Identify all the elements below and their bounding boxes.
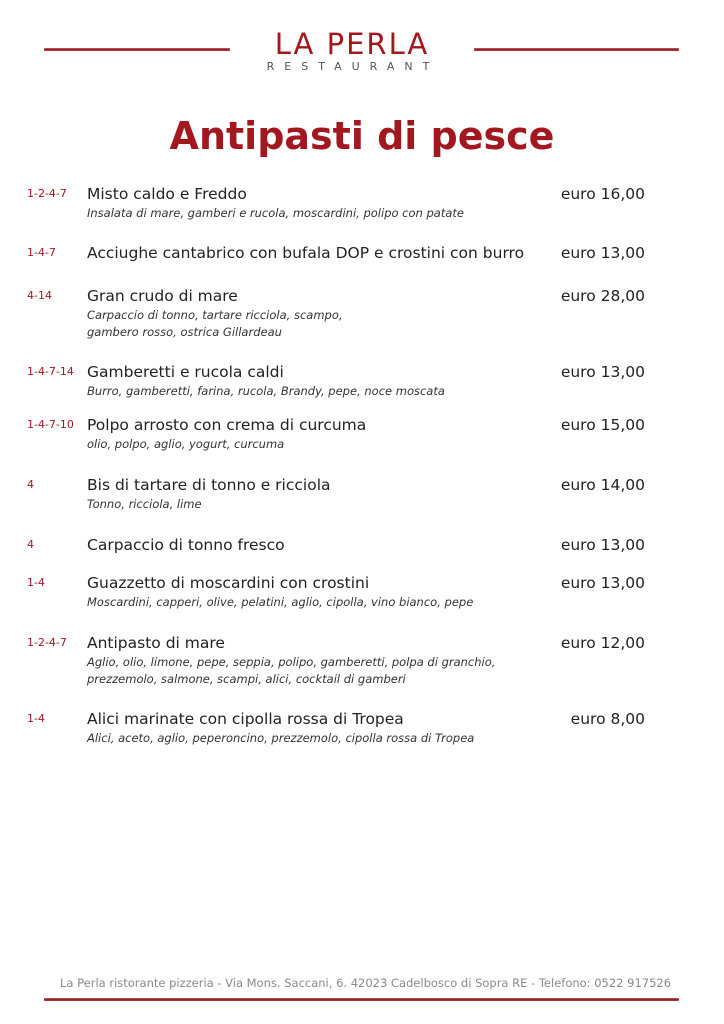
dish-name: Carpaccio di tonno fresco	[87, 536, 285, 554]
dish-description	[87, 496, 202, 513]
dish-description	[87, 436, 284, 453]
dish-description-line: olio, polpo, aglio, yogurt, curcuma	[87, 437, 285, 451]
dish-description	[87, 383, 445, 400]
dish-description	[87, 205, 464, 222]
dish-description-line: prezzemolo, salmone, scampi, alici, cocktail di gamberi	[87, 672, 406, 686]
dish-price: euro 16,00	[560, 185, 645, 203]
dish-price: euro 28,00	[560, 287, 645, 305]
allergen-codes: 1-4	[27, 576, 45, 589]
dish-name: Guazzetto di moscardini con crostini	[87, 574, 370, 592]
dish-name: Gran crudo di mare	[87, 287, 238, 305]
allergen-codes: 4	[27, 478, 34, 491]
allergen-codes: 4-14	[27, 289, 52, 302]
dish-description-line: Insalata di mare, gamberi e rucola, moscardini, polipo con patate	[87, 206, 464, 220]
dish-name: Acciughe cantabrico con bufala DOP e crostini con burro	[87, 244, 525, 262]
dish-description	[87, 307, 343, 341]
footer-rule	[44, 998, 679, 1001]
dish-description-line: Carpaccio di tonno, tartare ricciola, scampo,	[87, 308, 343, 322]
dish-price: euro 13,00	[560, 363, 645, 381]
allergen-codes: 4	[27, 538, 34, 551]
dish-description	[87, 730, 474, 747]
dish-description-line: gambero rosso, ostrica Gillardeau	[87, 325, 282, 339]
dish-description-line: Moscardini, capperi, olive, pelatini, aglio, cipolla, vino bianco, pepe	[87, 595, 474, 609]
dish-price: euro 14,00	[560, 476, 645, 494]
menu-section-title: Antipasti di pesce	[169, 114, 555, 158]
dish-name: Misto caldo e Freddo	[87, 185, 247, 203]
allergen-codes: 1-4-7	[27, 246, 56, 259]
dish-price: euro 13,00	[560, 244, 645, 262]
dish-price: euro 13,00	[560, 574, 645, 592]
dish-description-line: Burro, gamberetti, farina, rucola, Brandy, pepe, noce moscata	[87, 384, 445, 398]
allergen-codes: 1-4-7-10	[27, 418, 74, 431]
dish-price: euro 15,00	[560, 416, 645, 434]
header-rule-right	[474, 48, 679, 51]
allergen-codes: 1-2-4-7	[27, 187, 67, 200]
dish-name: Polpo arrosto con crema di curcuma	[87, 416, 367, 434]
dish-description	[87, 654, 495, 688]
dish-description-line: Alici, aceto, aglio, peperoncino, prezzemolo, cipolla rossa di Tropea	[87, 731, 475, 745]
dish-price: euro 13,00	[560, 536, 645, 554]
dish-description	[87, 594, 473, 611]
dish-price: euro 12,00	[560, 634, 645, 652]
restaurant-logo-subtitle: RESTAURANT	[266, 60, 440, 73]
dish-name: Bis di tartare di tonno e ricciola	[87, 476, 331, 494]
restaurant-logo-name: LA PERLA	[274, 27, 430, 61]
allergen-codes: 1-4	[27, 712, 45, 725]
dish-description-line: Tonno, ricciola, lime	[87, 497, 202, 511]
dish-name: Alici marinate con cipolla rossa di Tropea	[87, 710, 404, 728]
allergen-codes: 1-2-4-7	[27, 636, 67, 649]
dish-price: euro 8,00	[570, 710, 645, 728]
allergen-codes: 1-4-7-14	[27, 365, 74, 378]
dish-description-line: Aglio, olio, limone, pepe, seppia, polipo, gamberetti, polpa di granchio,	[87, 655, 496, 669]
restaurant-header	[0, 0, 724, 90]
dish-name: Gamberetti e rucola caldi	[87, 363, 284, 381]
footer-contact-info: La Perla ristorante pizzeria - Via Mons. Saccani, 6. 42023 Cadelbosco di Sopra RE - Telefono: 0522 917526	[60, 976, 672, 990]
dish-name: Antipasto di mare	[87, 634, 225, 652]
header-rule-left	[44, 48, 230, 51]
